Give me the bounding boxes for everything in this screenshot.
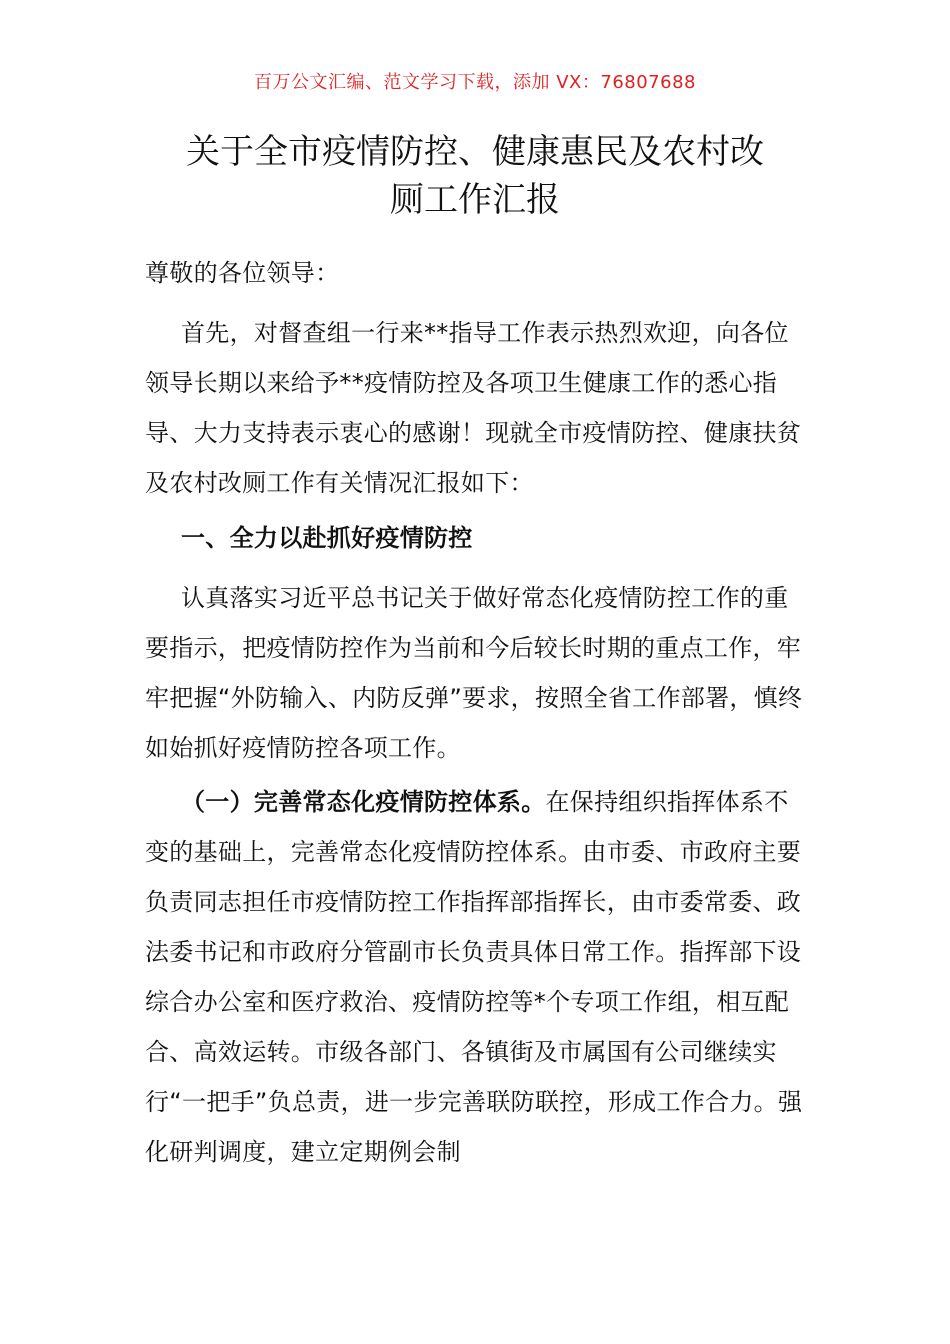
section-1-paragraph: 认真落实习近平总书记关于做好常态化疫情防控工作的重要指示，把疫情防控作为当前和今后较长时期的重点工作，牢牢把握“外防输入、内防反弹”要求，按照全省工作部署，慎终如始抓好疫情防控各项工作。	[145, 584, 803, 762]
item-1-paragraph	[145, 777, 805, 1177]
salutation: 尊敬的各位领导：	[145, 259, 340, 287]
download-banner: 百万公文汇编、范文学习下载，添加 VX：76807688	[254, 72, 696, 93]
title-line-2: 厕工作汇报	[390, 180, 560, 220]
document-title	[150, 128, 800, 224]
title-line-1: 关于全市疫情防控、健康惠民及农村改	[186, 132, 764, 172]
section-1-heading: 一、全力以赴抓好疫情防控	[181, 524, 473, 552]
item-1-text: 在保持组织指挥体系不变的基础上，完善常态化疫情防控体系。由市委、市政府主要负责同志担任市疫情防控工作指挥部指挥长，由市委常委、政法委书记和市政府分管副市长负责具体日常工作。指挥部下设综合办公室和医疗救治、疫情防控等*个专项工作组，相互配合、高效运转。市级各部门、各镇街及市属国有公司继续实行“一把手”负总责，进一步完善联防联控，形成工作合力。强化研判调度，建立定期例会制	[145, 788, 803, 1166]
intro-paragraph: 首先，对督查组一行来**指导工作表示热烈欢迎，向各位领导长期以来给予**疫情防控及各项卫生健康工作的悉心指导、大力支持表示衷心的感谢！现就全市疫情防控、健康扶贫及农村改厕工作有关情况汇报如下：	[145, 319, 802, 497]
item-1-heading: （一）完善常态化疫情防控体系。	[181, 788, 546, 816]
